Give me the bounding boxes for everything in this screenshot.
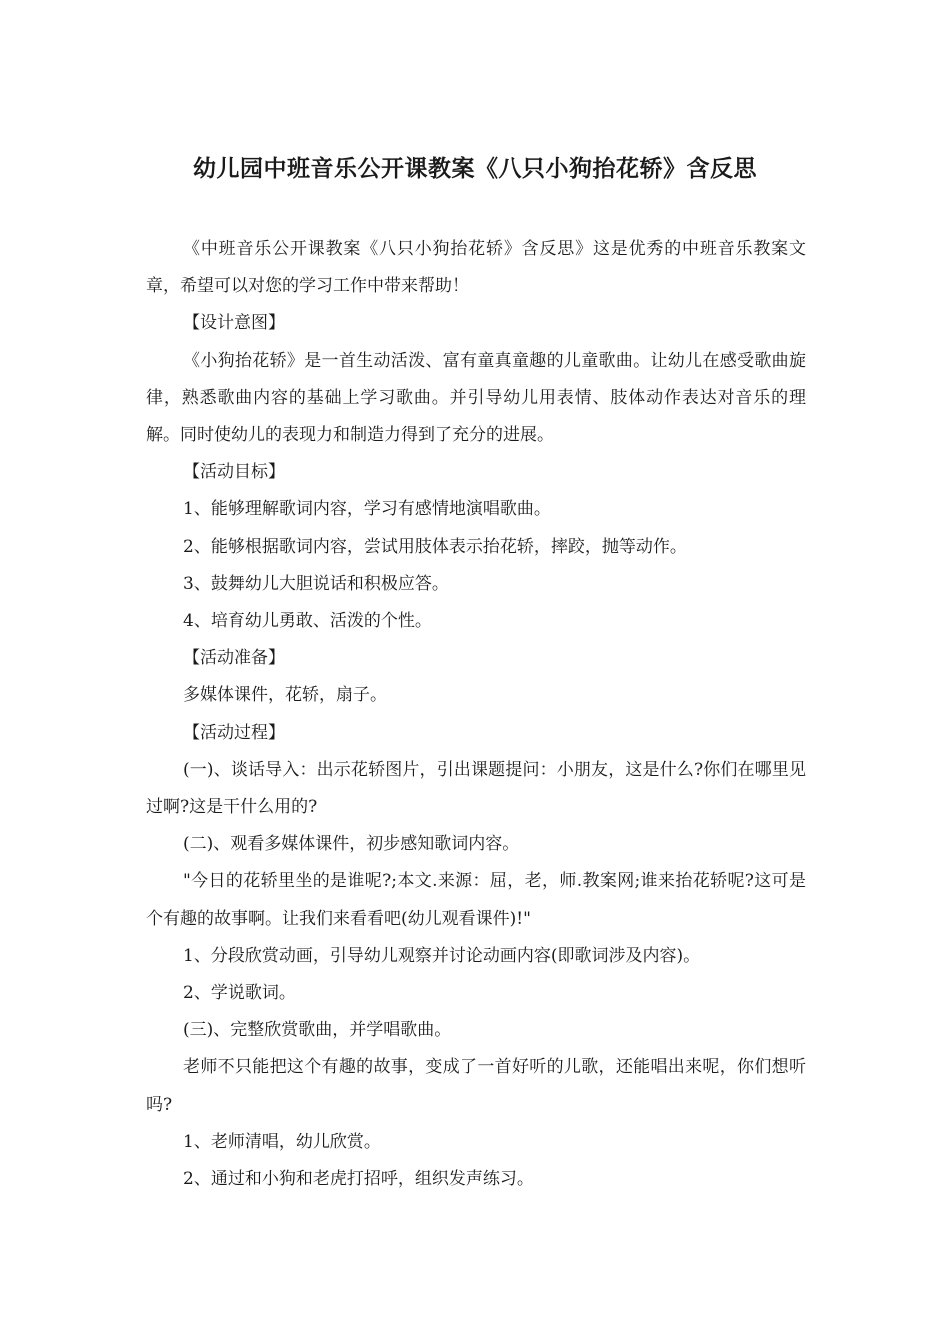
process-teacher-paragraph: 老师不只能把这个有趣的故事，变成了一首好听的儿歌，还能唱出来呢，你们想听吗? [146,1057,806,1115]
section-heading-activity-preparation: 【活动准备】 [183,648,285,669]
goal-item-1: 1、能够理解歌词内容，学习有感情地演唱歌曲。 [183,499,551,520]
process-substep-1: 1、分段欣赏动画，引导幼儿观察并讨论动画内容(即歌词涉及内容)。 [183,945,701,966]
process-substep-4: 2、通过和小狗和老虎打招呼，组织发声练习。 [183,1169,534,1190]
document-title: 幼儿园中班音乐公开课教案《八只小狗抬花轿》含反思 [193,156,757,182]
document-body [146,231,806,1198]
goal-item-4: 4、培育幼儿勇敢、活泼的个性。 [183,611,432,632]
process-step-3: (三)、完整欣赏歌曲，并学唱歌曲。 [183,1020,452,1041]
process-step-1: (一)、谈话导入：出示花轿图片，引出课题提问：小朋友，这是什么?你们在哪里见过啊?这是干什么用的? [146,759,806,818]
process-step-2: (二)、观看多媒体课件，初步感知歌词内容。 [183,834,520,855]
preparation-paragraph: 多媒体课件，花轿，扇子。 [183,685,387,706]
section-heading-activity-process: 【活动过程】 [183,722,285,743]
process-quote: "今日的花轿里坐的是谁呢?;本文.来源：屈，老，师.教案网;谁来抬花轿呢?这可是个有趣的故事啊。让我们来看看吧(幼儿观看课件)!" [146,871,806,929]
intro-paragraph: 《中班音乐公开课教案《八只小狗抬花轿》含反思》这是优秀的中班音乐教案文章，希望可以对您的学习工作中带来帮助！ [146,239,806,297]
process-substep-2: 2、学说歌词。 [183,983,296,1004]
process-substep-3: 1、老师清唱，幼儿欣赏。 [183,1131,381,1152]
goal-item-3: 3、鼓舞幼儿大胆说话和积极应答。 [183,573,449,594]
section-heading-design-intent: 【设计意图】 [183,313,285,334]
section-heading-activity-goals: 【活动目标】 [183,462,285,483]
design-intent-paragraph: 《小狗抬花轿》是一首生动活泼、富有童真童趣的儿童歌曲。让幼儿在感受歌曲旋律，熟悉歌曲内容的基础上学习歌曲。并引导幼儿用表情、肢体动作表达对音乐的理解。同时使幼儿的表现力和制造力得到了充分的进展。 [146,350,806,446]
goal-item-2: 2、能够根据歌词内容，尝试用肢体表示抬花轿，摔跤，抛等动作。 [183,536,687,557]
